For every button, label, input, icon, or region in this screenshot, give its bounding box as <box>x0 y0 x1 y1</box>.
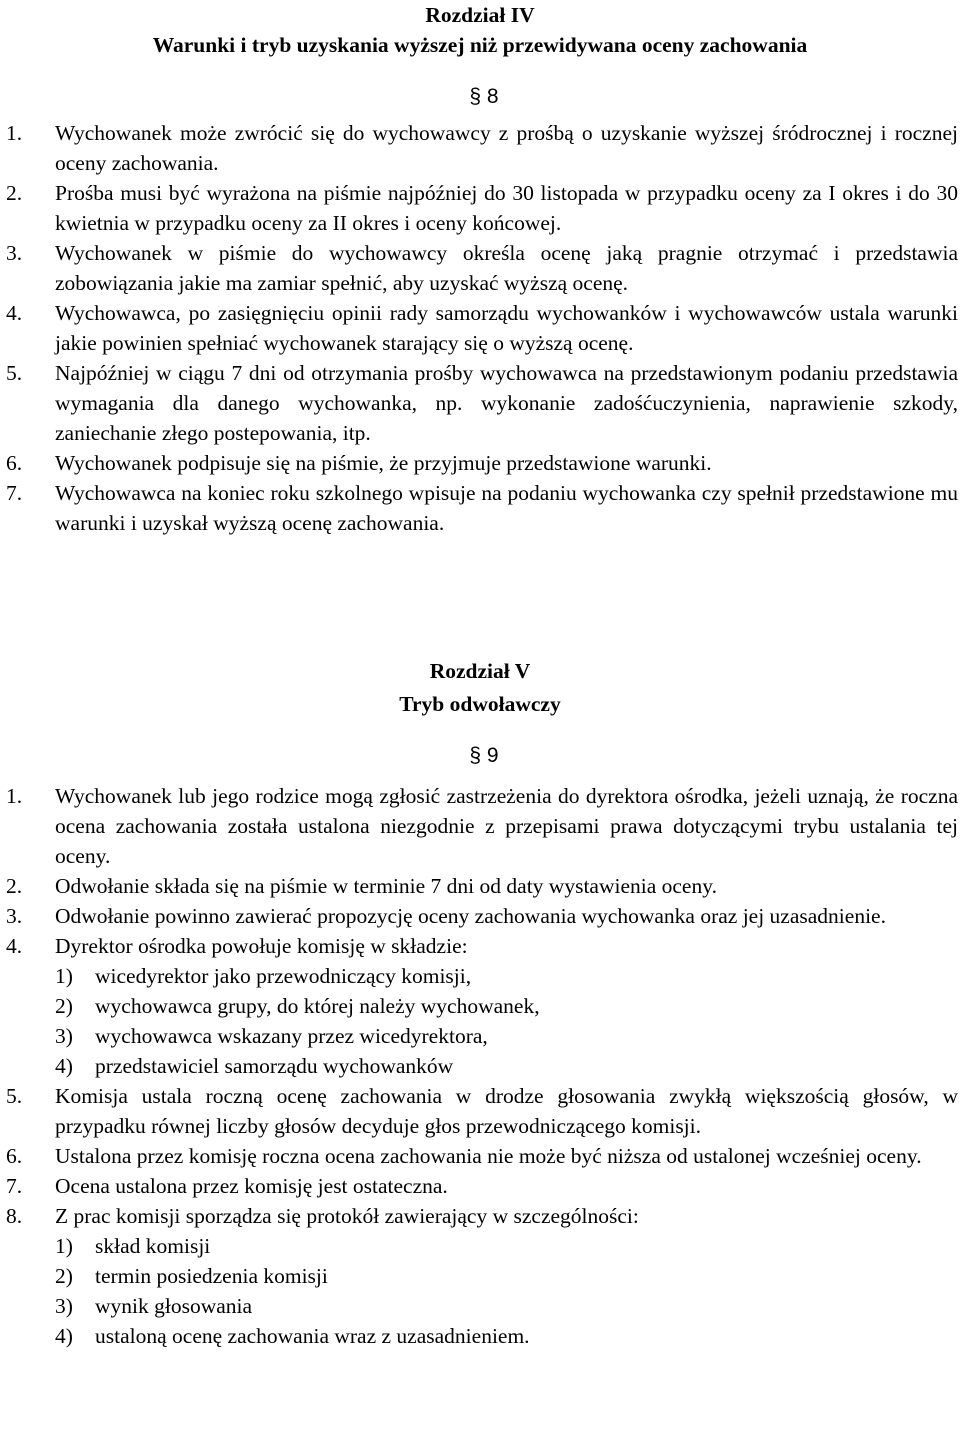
item-number: 2. <box>6 874 23 898</box>
chapter-heading: Rozdział V <box>429 659 531 683</box>
sub-item <box>55 1021 958 1051</box>
sub-item-text: ustaloną ocenę zachowania wraz z uzasadnieniem. <box>95 1324 530 1348</box>
item-body <box>55 781 960 871</box>
sub-item-number: 3) <box>55 1294 73 1318</box>
list-item <box>0 1141 960 1171</box>
item-body <box>55 478 960 538</box>
item-number: 7. <box>6 1174 23 1198</box>
sub-item-text: wicedyrektor jako przewodniczący komisji, <box>95 964 472 988</box>
item-body <box>55 298 960 358</box>
sub-item-number: 1) <box>55 1234 73 1258</box>
item-number: 1. <box>6 784 23 808</box>
item-text: Wychowanek podpisuje się na piśmie, że przyjmuje przedstawione warunki. <box>55 451 712 475</box>
item-text: Wychowanek w piśmie do wychowawcy określa ocenę jaką pragnie otrzymać i przedstawia zobowiązania jakie ma zamiar spełnić, aby uzyskać wyższą ocenę. <box>55 241 958 295</box>
list-item <box>0 901 960 931</box>
item-text: Wychowanek lub jego rodzice mogą zgłosić zastrzeżenia do dyrektora ośrodka, jeżeli uznają, że roczna ocena zachowania została ustalona niezgodnie z przepisami prawa dotyczącymi trybu ustalania tej oceny. <box>55 784 958 868</box>
item-body <box>55 871 960 901</box>
item-text: Dyrektor ośrodka powołuje komisję w składzie: <box>55 934 468 958</box>
item-body <box>55 1141 960 1171</box>
chapter-title: Tryb odwoławczy <box>399 692 561 716</box>
sub-item <box>55 1051 958 1081</box>
sub-item <box>55 1291 958 1321</box>
sub-item <box>55 991 958 1021</box>
list-item <box>0 298 960 358</box>
item-text: Wychowanek może zwrócić się do wychowawcy z prośbą o uzyskanie wyższej śródrocznej i rocznej oceny zachowania. <box>55 121 958 175</box>
item-body <box>55 901 960 931</box>
sub-item-number: 2) <box>55 994 73 1018</box>
section-mark: § 8 <box>469 85 499 108</box>
sub-item-text: wychowawca grupy, do której należy wychowanek, <box>95 994 540 1018</box>
sub-item <box>55 1321 958 1351</box>
item-body <box>55 358 960 448</box>
section-mark: § 9 <box>469 744 499 767</box>
sub-item-number: 4) <box>55 1324 73 1348</box>
item-text: Ustalona przez komisję roczna ocena zachowania nie może być niższa od ustalonej wcześniej oceny. <box>55 1144 922 1168</box>
sub-item-text: przedstawiciel samorządu wychowanków <box>95 1054 454 1078</box>
item-number: 2. <box>6 181 23 205</box>
item-number: 7. <box>6 481 23 505</box>
item-body <box>55 118 960 178</box>
item-number: 4. <box>6 934 23 958</box>
list-item <box>0 478 960 538</box>
sub-item-number: 2) <box>55 1264 73 1288</box>
list-item <box>0 781 960 871</box>
list-item <box>0 871 960 901</box>
list-item <box>0 448 960 478</box>
list-item <box>0 1171 960 1201</box>
chapter-title: Warunki i tryb uzyskania wyższej niż przewidywana oceny zachowania <box>152 33 808 57</box>
sub-item <box>55 1261 958 1291</box>
list-item <box>0 931 960 1081</box>
item-text: Wychowawca na koniec roku szkolnego wpisuje na podaniu wychowanka czy spełnił przedstawione mu warunki i uzyskał wyższą ocenę zachowania. <box>55 481 958 535</box>
item-body <box>55 238 960 298</box>
item-number: 5. <box>6 1084 23 1108</box>
item-number: 3. <box>6 241 23 265</box>
item-text: Najpóźniej w ciągu 7 dni od otrzymania prośby wychowawca na przedstawionym podaniu przedstawia wymagania dla danego wychowanka, np. wykonanie zadośćuczynienia, naprawienie szkody, zaniechanie złego postepowania, itp. <box>55 361 958 445</box>
chapter-5-list <box>0 781 960 1351</box>
item-body <box>55 931 960 1081</box>
sub-item-number: 3) <box>55 1024 73 1048</box>
list-item <box>0 238 960 298</box>
item-number: 5. <box>6 361 23 385</box>
chapter-5 <box>0 656 960 1351</box>
item-number: 8. <box>6 1204 23 1228</box>
list-item <box>0 178 960 238</box>
item-text: Odwołanie powinno zawierać propozycję oceny zachowania wychowanka oraz jej uzasadnienie. <box>55 904 886 928</box>
list-item <box>0 1081 960 1141</box>
sub-item-text: termin posiedzenia komisji <box>95 1264 328 1288</box>
item-number: 3. <box>6 904 23 928</box>
item-body <box>55 1081 960 1141</box>
item-number: 6. <box>6 451 23 475</box>
chapter-4-list <box>0 118 960 538</box>
sub-item-number: 4) <box>55 1054 73 1078</box>
item-text: Z prac komisji sporządza się protokół zawierający w szczególności: <box>55 1204 639 1228</box>
list-item <box>0 1201 960 1351</box>
sub-item-text: skład komisji <box>95 1234 211 1258</box>
sub-item-number: 1) <box>55 964 73 988</box>
sub-item-text: wynik głosowania <box>95 1294 253 1318</box>
item-text: Odwołanie składa się na piśmie w terminie 7 dni od daty wystawienia oceny. <box>55 874 717 898</box>
item-body <box>55 448 960 478</box>
item-number: 1. <box>6 121 23 145</box>
item-text: Prośba musi być wyrażona na piśmie najpóźniej do 30 listopada w przypadku oceny za I okres i do 30 kwietnia w przypadku oceny za II okres i oceny końcowej. <box>55 181 958 235</box>
item-number: 4. <box>6 301 23 325</box>
item-text: Wychowawca, po zasięgnięciu opinii rady samorządu wychowanków i wychowawców ustala warunki jakie powinien spełniać wychowanek starający się o wyższą ocenę. <box>55 301 958 355</box>
sub-item <box>55 961 958 991</box>
item-number: 6. <box>6 1144 23 1168</box>
chapter-4 <box>0 0 960 538</box>
item-body <box>55 1201 960 1351</box>
item-text: Komisja ustala roczną ocenę zachowania w drodze głosowania zwykłą większością głosów, w przypadku równej liczby głosów decyduje głos przewodniczącego komisji. <box>55 1084 958 1138</box>
sub-item-text: wychowawca wskazany przez wicedyrektora, <box>95 1024 488 1048</box>
sub-item <box>55 1231 958 1261</box>
chapter-heading: Rozdział IV <box>425 3 535 27</box>
list-item <box>0 358 960 448</box>
item-body <box>55 178 960 238</box>
list-item <box>0 118 960 178</box>
item-body <box>55 1171 960 1201</box>
item-text: Ocena ustalona przez komisję jest ostateczna. <box>55 1174 448 1198</box>
